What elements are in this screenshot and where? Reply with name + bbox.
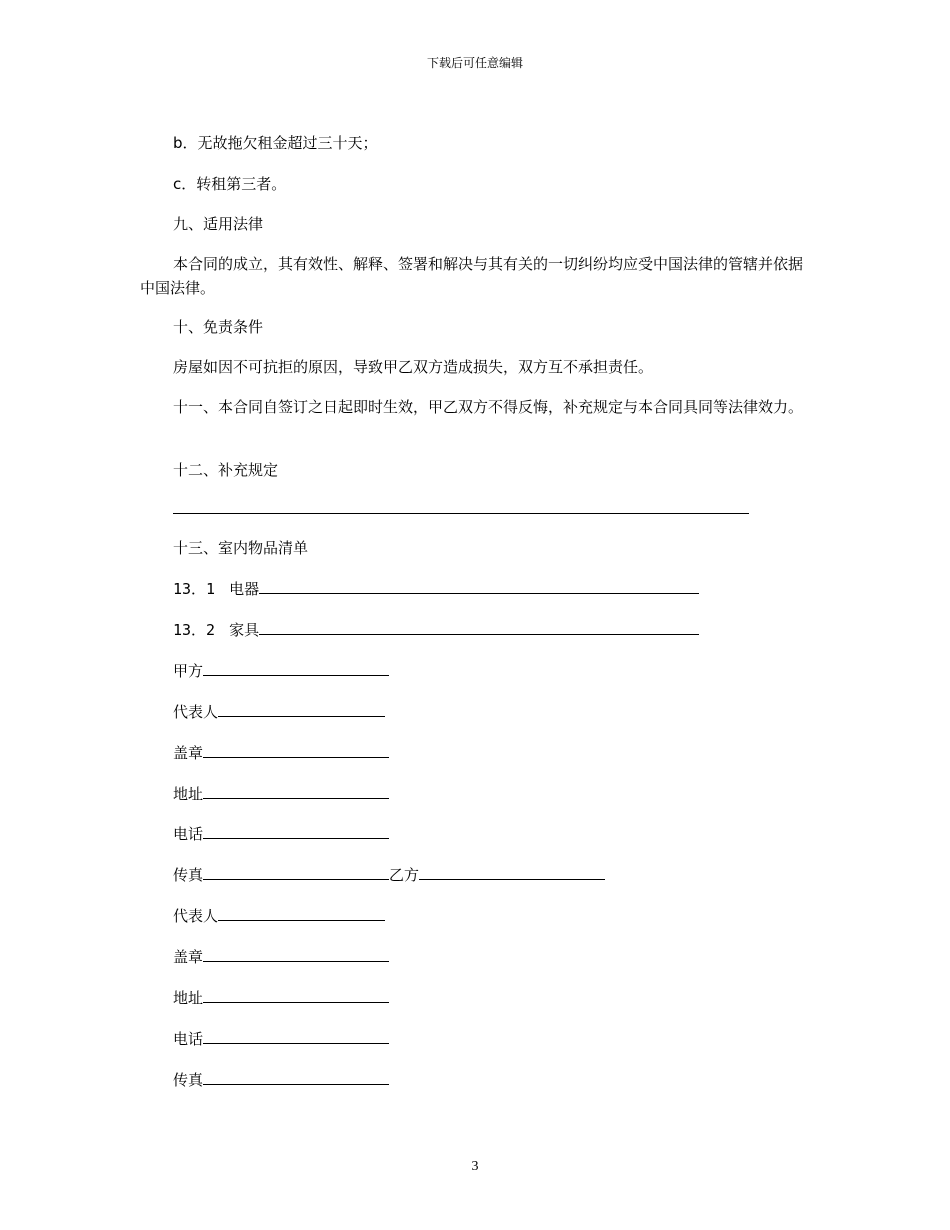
paragraph-law	[140, 252, 810, 300]
field-label: 盖章	[173, 948, 204, 966]
party-a-rep-field	[173, 699, 385, 724]
clause-item-b: b．无故拖欠租金超过三十天；	[173, 134, 378, 152]
paragraph-exempt: 房屋如因不可抗拒的原因，导致甲乙双方造成损失，双方互不承担责任。	[173, 358, 654, 376]
paragraph-effect-text: 十一、本合同自签订之日起即时生效，甲乙双方不得反悔，补充规定与本合同具同等法律效力。	[173, 398, 804, 416]
section-title-supplement: 十二、补充规定	[173, 461, 279, 479]
section-title-law: 九、适用法律	[173, 215, 264, 233]
inventory-blank-line	[259, 617, 699, 635]
page-header: 下载后可任意编辑	[426, 56, 523, 70]
inventory-item-number: 13．2	[173, 621, 216, 639]
party-b-phone-field	[173, 1026, 389, 1051]
inventory-item-label: 电器	[229, 580, 260, 598]
field-label: 乙方	[389, 866, 420, 884]
field-blank-line	[203, 658, 389, 676]
paragraph-law-text: 本合同的成立，其有效性、解释、签署和解决与其有关的一切纠纷均应受中国法律的管辖并依据中国法律。	[140, 255, 804, 297]
supplement-blank-line	[173, 513, 749, 514]
party-a-name-field	[173, 658, 389, 683]
party-a-seal-field	[173, 740, 389, 765]
party-b-rep-field	[173, 903, 385, 928]
party-b-address-field	[173, 985, 389, 1010]
field-blank-line	[218, 903, 385, 921]
field-blank-line	[203, 862, 389, 880]
field-label: 电话	[173, 1030, 204, 1048]
inventory-item-electrical	[173, 576, 699, 601]
field-label: 盖章	[173, 744, 204, 762]
field-label: 传真	[173, 866, 204, 884]
party-b-fax-field	[173, 1067, 389, 1092]
field-label: 电话	[173, 825, 204, 843]
paragraph-effect	[140, 395, 810, 419]
inventory-item-furniture	[173, 617, 699, 642]
inventory-blank-line	[259, 576, 699, 594]
party-a-phone-field	[173, 821, 389, 846]
field-label: 地址	[173, 989, 204, 1007]
inventory-item-label: 家具	[229, 621, 260, 639]
field-blank-line	[203, 944, 389, 962]
party-a-fax-and-party-b-field	[173, 862, 605, 887]
field-label: 甲方	[173, 662, 204, 680]
field-blank-line	[419, 862, 605, 880]
clause-item-c: c．转租第三者。	[173, 175, 287, 193]
field-label: 地址	[173, 785, 204, 803]
page-number: 3	[471, 1159, 479, 1174]
field-blank-line	[203, 781, 389, 799]
section-title-inventory: 十三、室内物品清单	[173, 539, 309, 557]
field-label: 代表人	[173, 907, 219, 925]
party-a-address-field	[173, 781, 389, 806]
field-label: 代表人	[173, 703, 219, 721]
field-blank-line	[203, 1067, 389, 1085]
field-blank-line	[203, 821, 389, 839]
field-label: 传真	[173, 1071, 204, 1089]
field-blank-line	[203, 1026, 389, 1044]
field-blank-line	[203, 740, 389, 758]
inventory-item-number: 13．1	[173, 580, 216, 598]
party-b-seal-field	[173, 944, 389, 969]
field-blank-line	[218, 699, 385, 717]
field-blank-line	[203, 985, 389, 1003]
section-title-exempt: 十、免责条件	[173, 318, 264, 336]
